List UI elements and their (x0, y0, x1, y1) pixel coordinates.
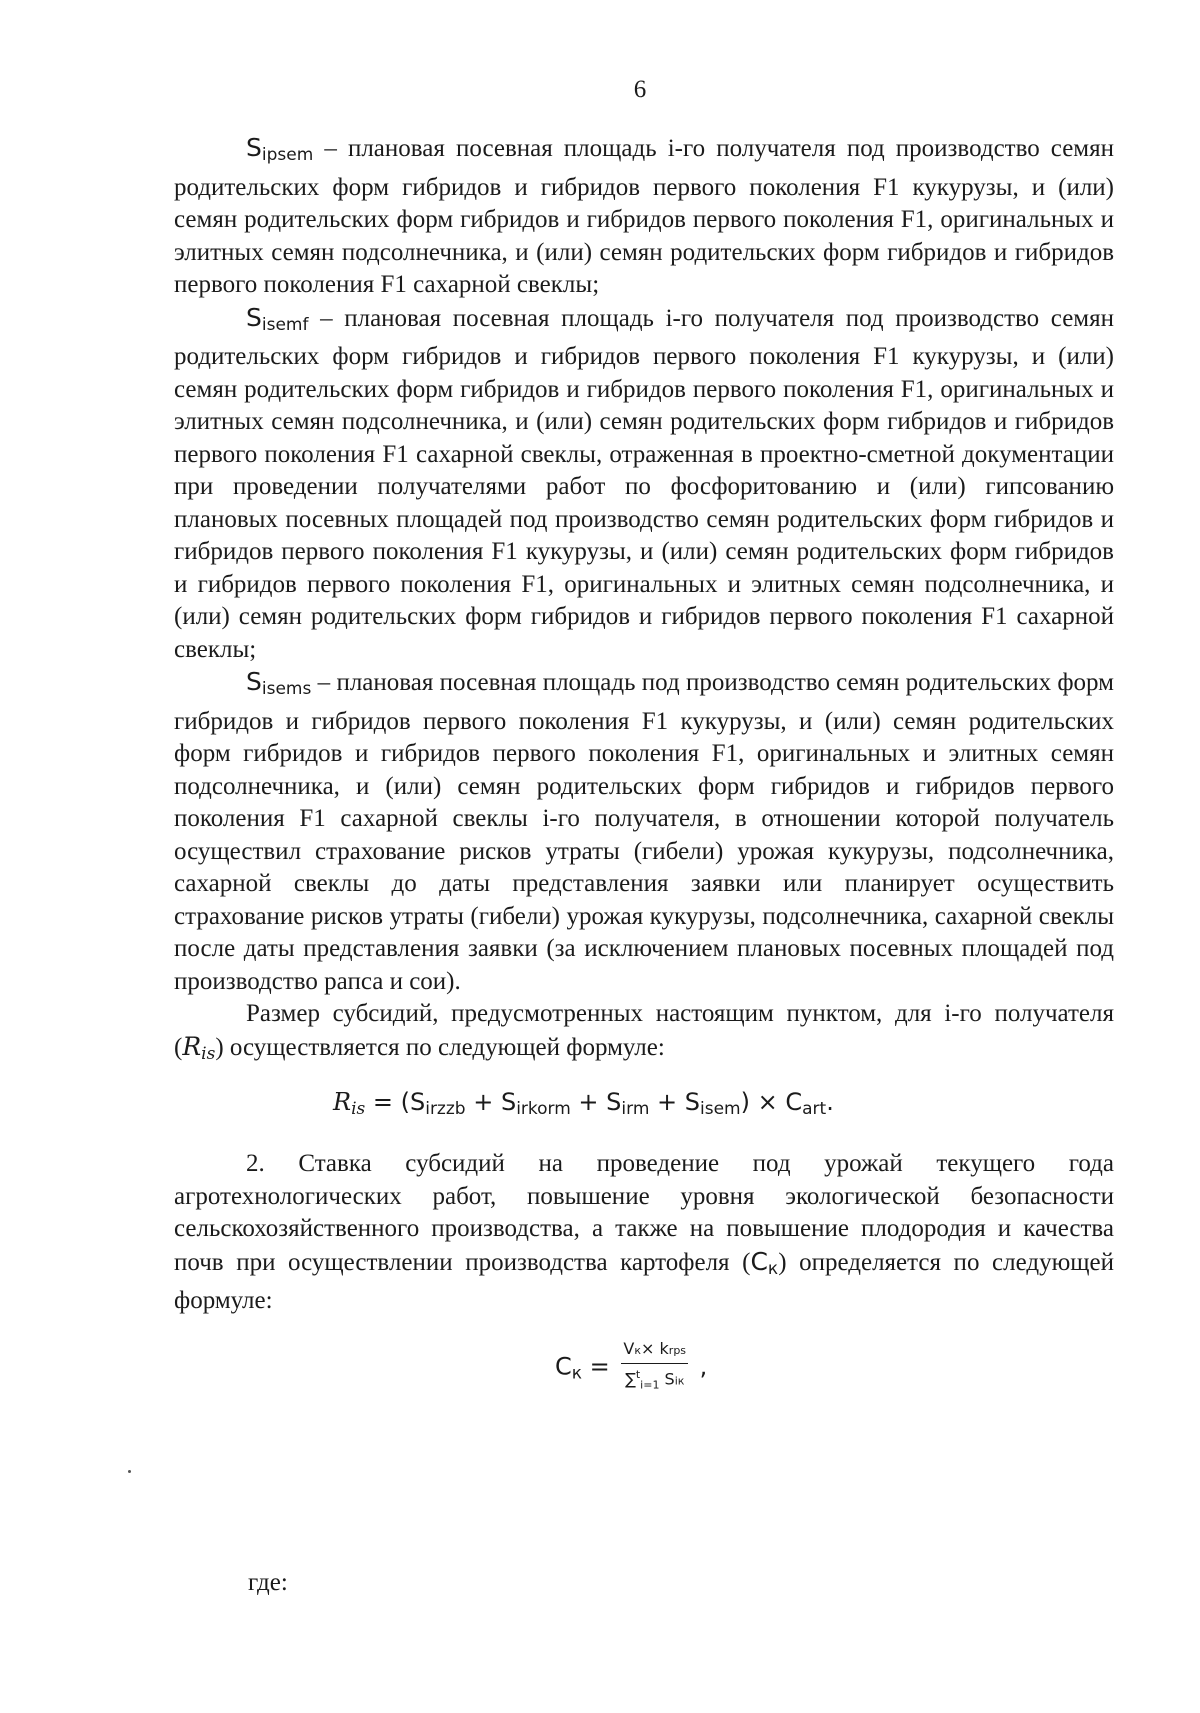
symbol: S (246, 133, 262, 162)
formula-subscript: irzzb (425, 1099, 466, 1119)
paragraph-text: 2. Ставка субсидий на проведение под урожай текущего года агротехнологических работ, повышение уровня экологической безопасности сельскохозяйственного производства, а также на повышение плодородия и качества почв при осуществлении производства картофеля ( (174, 1150, 1114, 1276)
definition-text: плановая посевная площадь i-го получателя под производство семян родительских форм гибридов и гибридов первого поколения F1 кукурузы, и (или) семян родительских форм гибридов и гибридов первого поколения F1, оригинальных и элитных семян подсолнечника, и (или) семян родительских форм гибридов и гибридов первого поколения F1 сахарной свеклы, отраженная в проектно-сметной документации при проведении получателями работ по фосфоритованию и (или) гипсованию плановых посевных площадей под производство семян родительских форм гибридов и гибридов первого поколения F1 кукурузы, и (или) семян родительских форм гибридов и гибридов первого поколения F1, оригинальных и элитных семян подсолнечника, и (или) семян родительских форм гибридов и гибридов первого поколения F1 сахарной свеклы; (174, 304, 1114, 663)
paragraph-text: ) осуществляется по следующей формуле: (215, 1033, 665, 1061)
sum-lower-limit: i=1 (640, 1378, 660, 1392)
numerator-operator: × (641, 1339, 660, 1358)
formula-subscript: irkorm (516, 1099, 571, 1119)
formula-operator: + (570, 1088, 607, 1116)
formula-symbol: R (333, 1088, 352, 1116)
formula-symbol: S (500, 1088, 517, 1116)
definition-s-isems (174, 666, 1114, 998)
dash: – (311, 669, 337, 696)
paragraph-subsidy-size (174, 998, 1114, 1070)
denominator-symbol: S (659, 1369, 675, 1389)
numerator-symbol: k (659, 1339, 669, 1358)
symbol: C (750, 1246, 768, 1276)
symbol: S (246, 302, 262, 332)
document-body (174, 132, 1114, 1070)
symbol-subscript: is (201, 1043, 216, 1064)
dash: – (313, 135, 348, 162)
definition-text: плановая посевная площадь под производство семян родительских форм гибридов и гибридов первого поколения F1 кукурузы, и (или) семян родительских форм гибридов и гибридов первого поколения F1, оригинальных и элитных семян подсолнечника, и (или) семян родительских форм гибридов и гибридов первого поколения F1 сахарной свеклы i-го получателя, в отношении которой получатель осуществил страхование рисков утраты (гибели) урожая кукурузы, подсолнечника, сахарной свеклы до даты представления заявки или планирует осуществить страхование рисков утраты (гибели) урожая кукурузы, подсолнечника, сахарной свеклы после даты представления заявки (за исключением плановых посевных площадей под производство рапса и сои). (174, 669, 1114, 995)
page-number: 6 (633, 76, 647, 103)
symbol: R (182, 1031, 202, 1061)
symbol-subscript: isemf (261, 314, 309, 335)
formula-ck (555, 1340, 707, 1395)
dash: – (308, 304, 345, 332)
formula-comma: , (692, 1352, 708, 1381)
where-label: где: (248, 1569, 288, 1596)
formula-operator: + (465, 1088, 501, 1116)
paragraph-text: Размер субсидий, предусмотренных настоящим пунктом, для i-го получателя ( (174, 1000, 1114, 1061)
symbol: S (246, 667, 262, 696)
denominator-subscript: iк (674, 1374, 685, 1388)
formula-ris (333, 1086, 834, 1126)
numerator-subscript: к (634, 1344, 642, 1357)
symbol-subscript: ipsem (261, 145, 314, 165)
paragraph-2-potato-rate (174, 1148, 1114, 1318)
formula-symbol: S (409, 1088, 426, 1116)
sum-upper-limit: t (635, 1368, 641, 1381)
formula-subscript: art (802, 1099, 827, 1119)
formula-symbol: C (785, 1088, 803, 1116)
paragraph-text: ) определяется по следующей формуле: (174, 1248, 1114, 1314)
formula-period: . (826, 1088, 834, 1116)
numerator-symbol: V (623, 1339, 635, 1358)
formula-fraction (621, 1340, 688, 1395)
symbol-subscript: isems (261, 679, 312, 699)
formula-symbol: S (684, 1088, 700, 1116)
formula-subscript: isem (700, 1099, 741, 1119)
formula-subscript: irm (621, 1099, 650, 1119)
document-body-2 (174, 1148, 1114, 1318)
formula-symbol: S (606, 1088, 622, 1116)
definition-text: плановая посевная площадь i-го получателя под производство семян родительских форм гибридов и гибридов первого поколения F1 кукурузы, и (или) семян родительских форм гибридов и гибридов первого поколения F1, оригинальных и элитных семян подсолнечника, и (или) семян родительских форм гибридов и гибридов первого поколения F1 сахарной свеклы; (174, 135, 1115, 298)
formula-subscript: is (351, 1099, 366, 1119)
symbol-subscript: к (767, 1258, 779, 1279)
formula-operator: = (582, 1352, 618, 1381)
formula-operator: ) × (740, 1088, 786, 1116)
formula-symbol: C (555, 1352, 572, 1381)
sum-sign: ∑ (625, 1369, 636, 1389)
formula-operator: = ( (365, 1088, 410, 1116)
formula-operator: + (649, 1088, 685, 1116)
formula-subscript: к (571, 1363, 583, 1384)
definition-s-ipsem (174, 132, 1114, 302)
fraction-numerator (621, 1340, 688, 1364)
numerator-subscript: rps (668, 1344, 687, 1357)
scan-speck (128, 1470, 131, 1473)
definition-s-isemf (174, 302, 1114, 667)
fraction-denominator (621, 1364, 688, 1395)
